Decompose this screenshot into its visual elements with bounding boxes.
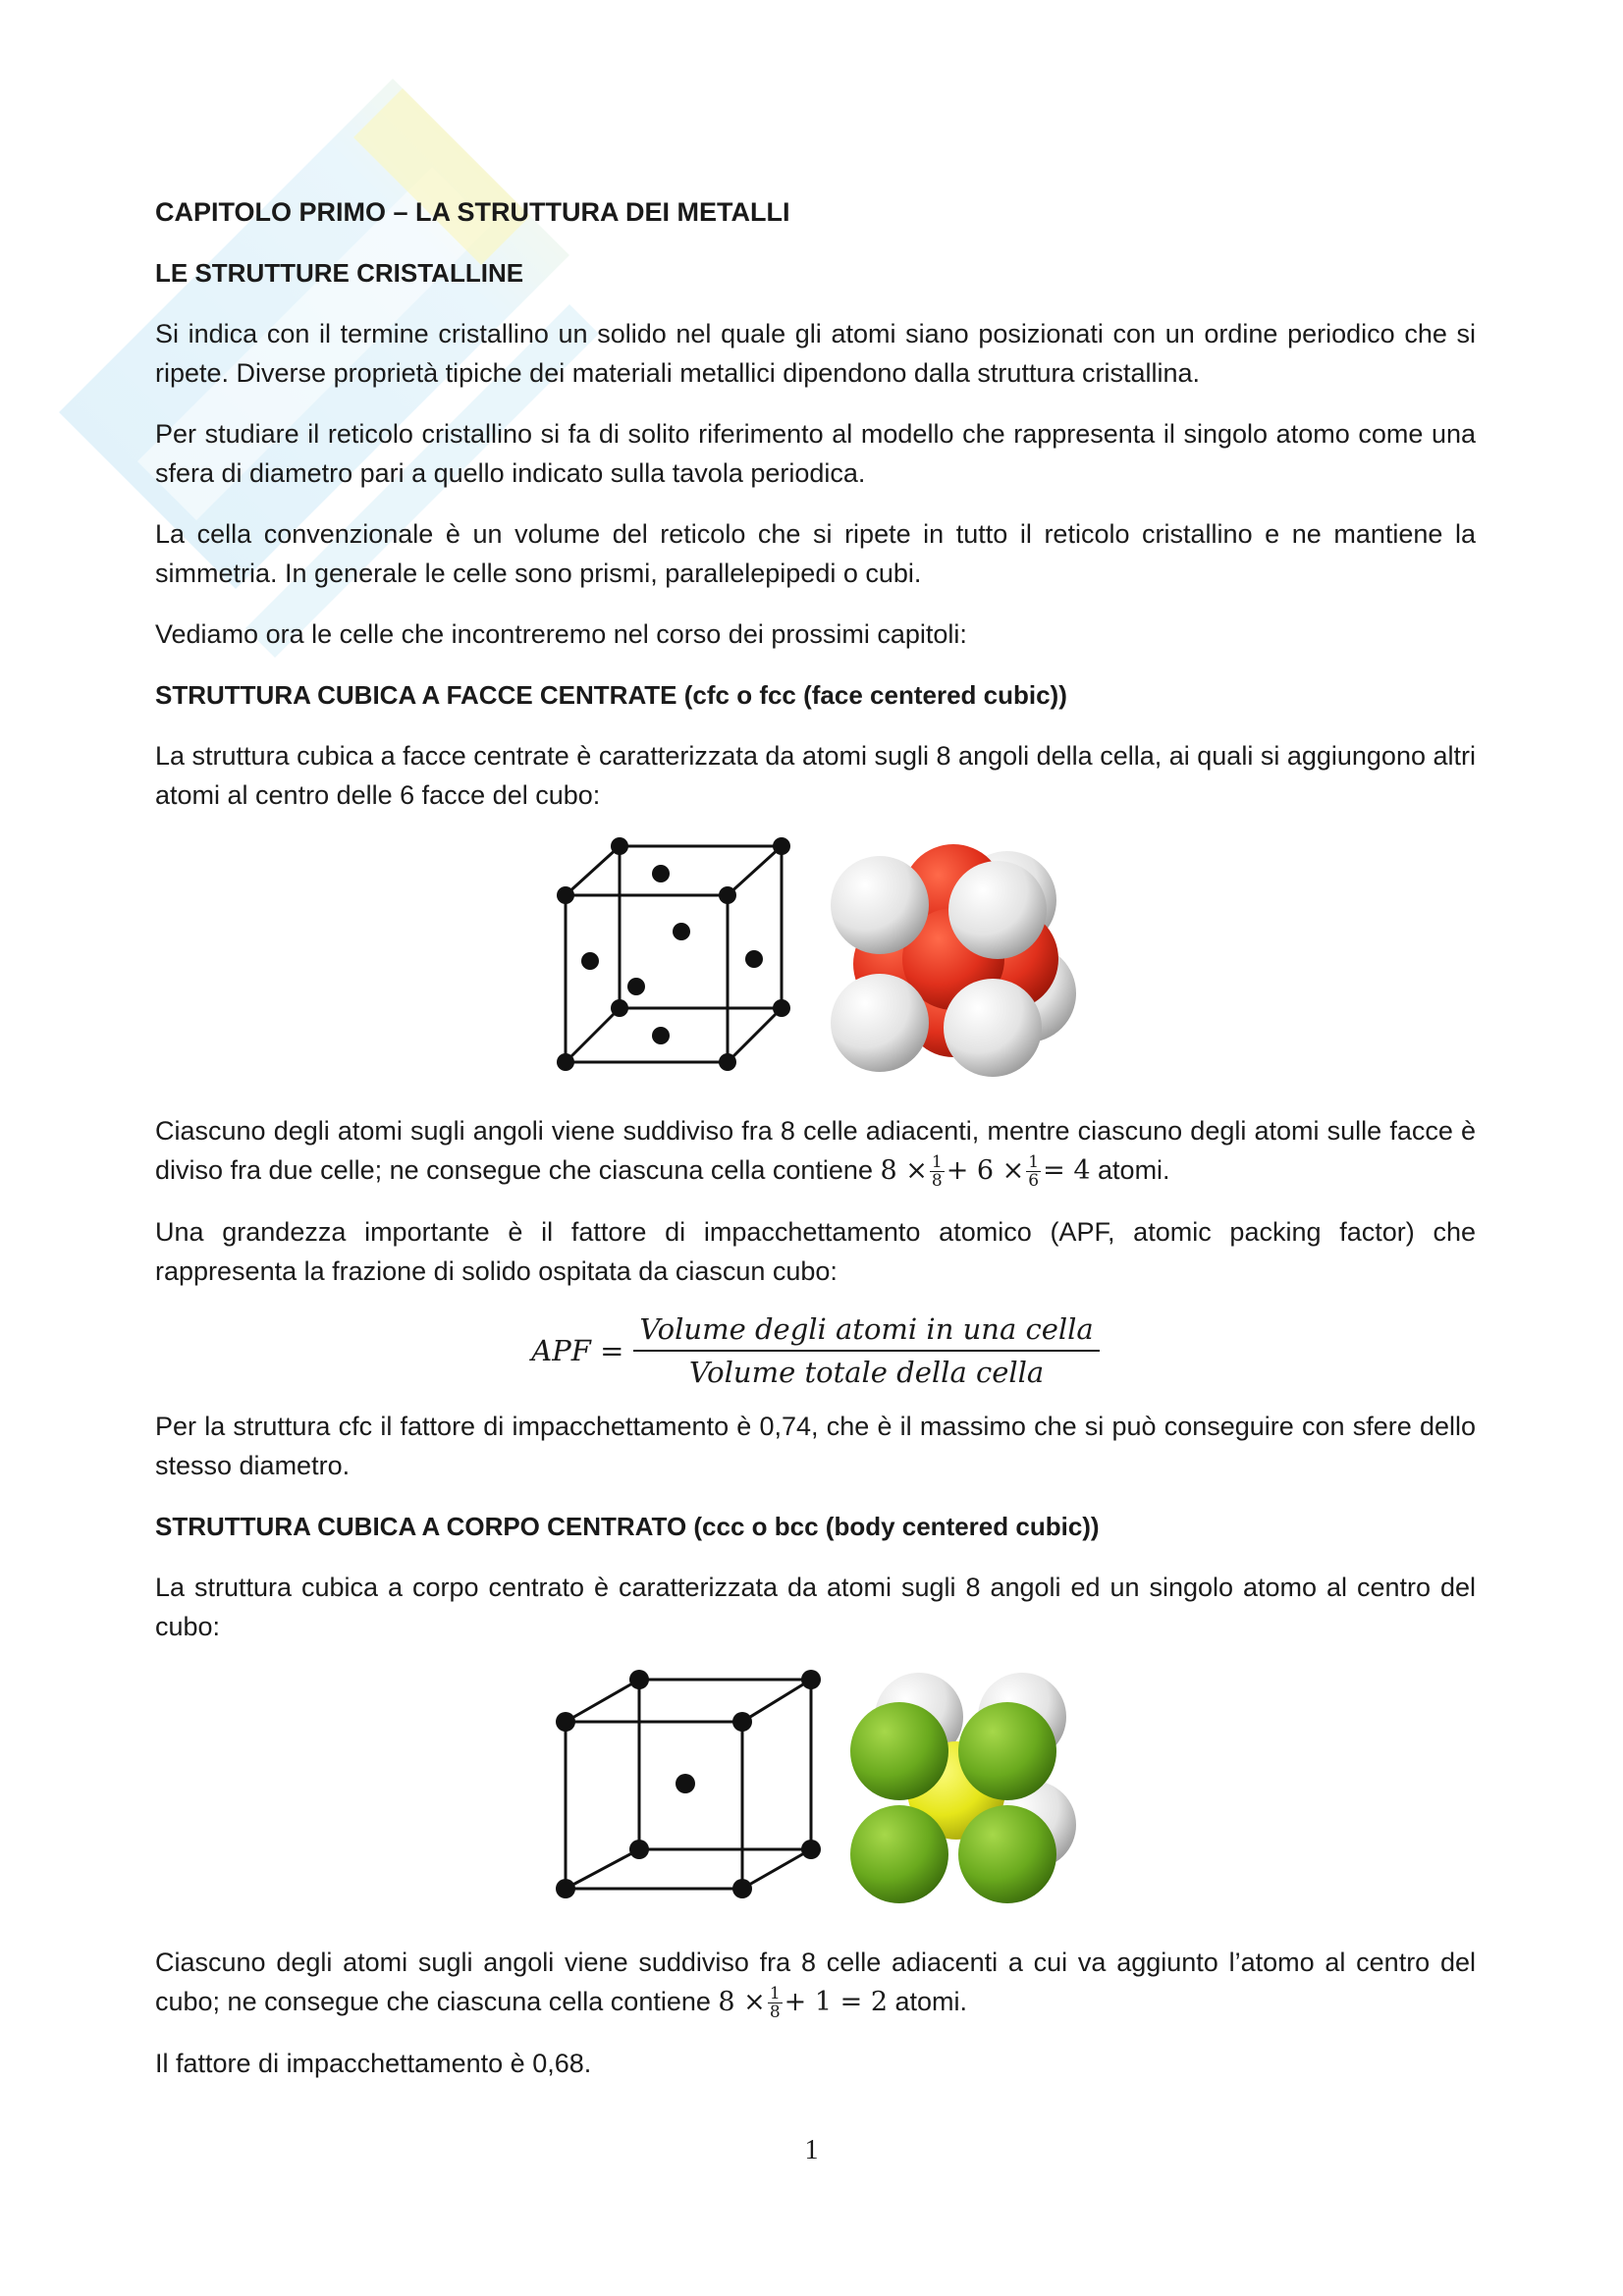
fraction-denominator: 8 [931, 1171, 943, 1192]
bcc-wireframe-cube [546, 1668, 821, 1913]
apf-intro-paragraph: Una grandezza importante è il fattore di impacchettamento atomico (APF, atomic packing factor) che rappresenta la frazione di solido ospitata da ciascun cubo: [155, 1217, 1476, 1286]
fcc-description: La struttura cubica a facce centrate è caratterizzata da atomi sugli 8 angoli della cella, ai quali si aggiungono altri atomi al centro delle 6 facce del cubo: [155, 741, 1476, 810]
main-content [155, 192, 1476, 2105]
fcc-count-formula-part-c: = 4 [1043, 1155, 1091, 1186]
fcc-fraction-2 [1026, 1153, 1041, 1190]
fraction-denominator: 6 [1028, 1171, 1040, 1192]
intro-paragraph-2: Per studiare il reticolo cristallino si fa di solito riferimento al modello che rappresenta il singolo atomo come una sfera di diametro pari a quello indicato sulla tavola periodica. [155, 419, 1476, 488]
fcc-wireframe-cube [546, 836, 811, 1082]
fcc-count-suffix: atomi. [1098, 1155, 1170, 1185]
bcc-fraction [768, 1985, 783, 2021]
fcc-count-formula-part-b: + 6 × [946, 1155, 1025, 1186]
bcc-count-text: Ciascuno degli atomi sugli angoli viene suddiviso fra 8 celle adiacenti a cui va aggiunto l’atomo al centro del cubo; ne consegue che ciascuna cella contiene [155, 1948, 1476, 2016]
fcc-atom-count [155, 1111, 1476, 1191]
fraction-numerator: 1 [1028, 1152, 1040, 1173]
fraction-denominator: 8 [769, 2002, 781, 2023]
chapter-title: CAPITOLO PRIMO – LA STRUTTURA DEI METALLI [155, 197, 790, 227]
fcc-section-title: STRUTTURA CUBICA A FACCE CENTRATE (cfc o fcc (face centered cubic)) [155, 680, 1067, 710]
section-title: LE STRUTTURE CRISTALLINE [155, 258, 524, 288]
intro-paragraph-3: La cella convenzionale è un volume del reticolo che si ripete in tutto il reticolo cristallino e ne mantiene la simmetria. In generale le celle sono prismi, parallelepipedi o cubi. [155, 519, 1476, 588]
fcc-figure [155, 836, 1476, 1082]
bcc-section-title: STRUTTURA CUBICA A CORPO CENTRATO (ccc o bcc (body centered cubic)) [155, 1512, 1100, 1541]
fcc-fraction-1 [930, 1153, 945, 1190]
bcc-atom-count [155, 1943, 1476, 2022]
fcc-apf-value: Per la struttura cfc il fattore di impacchettamento è 0,74, che è il massimo che si può conseguire con sfere dello stesso diametro. [155, 1412, 1476, 1480]
bcc-figure [155, 1668, 1476, 1913]
bcc-count-formula-part-b: + 1 = 2 [784, 1987, 888, 2017]
bcc-description: La struttura cubica a corpo centrato è caratterizzata da atomi sugli 8 angoli ed un singolo atomo al centro del cubo: [155, 1573, 1476, 1641]
intro-paragraph-1: Si indica con il termine cristallino un solido nel quale gli atomi siano posizionati con un ordine periodico che si ripete. Diverse proprietà tipiche dei materiali metallici dipendono dalla struttura cristallina. [155, 319, 1476, 388]
apf-fraction [633, 1312, 1099, 1389]
fcc-count-text: Ciascuno degli atomi sugli angoli viene suddiviso fra 8 celle adiacenti, mentre ciascuno degli atomi sulle facce è diviso fra due celle; ne consegue che ciascuna cella contiene [155, 1116, 1476, 1185]
bcc-apf-value: Il fattore di impacchettamento è 0,68. [155, 2049, 592, 2078]
fraction-numerator: 1 [931, 1152, 943, 1173]
page-number: 1 [804, 2135, 819, 2165]
fcc-count-formula-part-a: 8 × [880, 1155, 928, 1186]
bcc-sphere-model [831, 1668, 1086, 1913]
apf-equation [155, 1312, 1476, 1389]
apf-denominator: Volume totale della cella [688, 1356, 1045, 1389]
intro-paragraph-4: Vediamo ora le celle che incontreremo nel corso dei prossimi capitoli: [155, 619, 967, 649]
apf-numerator: Volume degli atomi in una cella [633, 1312, 1099, 1352]
fcc-sphere-model [821, 836, 1086, 1082]
bcc-count-suffix: atomi. [894, 1987, 968, 2016]
apf-equation-lhs: APF = [531, 1334, 624, 1367]
bcc-count-formula-part-a: 8 × [718, 1987, 766, 2017]
fraction-numerator: 1 [769, 1984, 781, 2004]
